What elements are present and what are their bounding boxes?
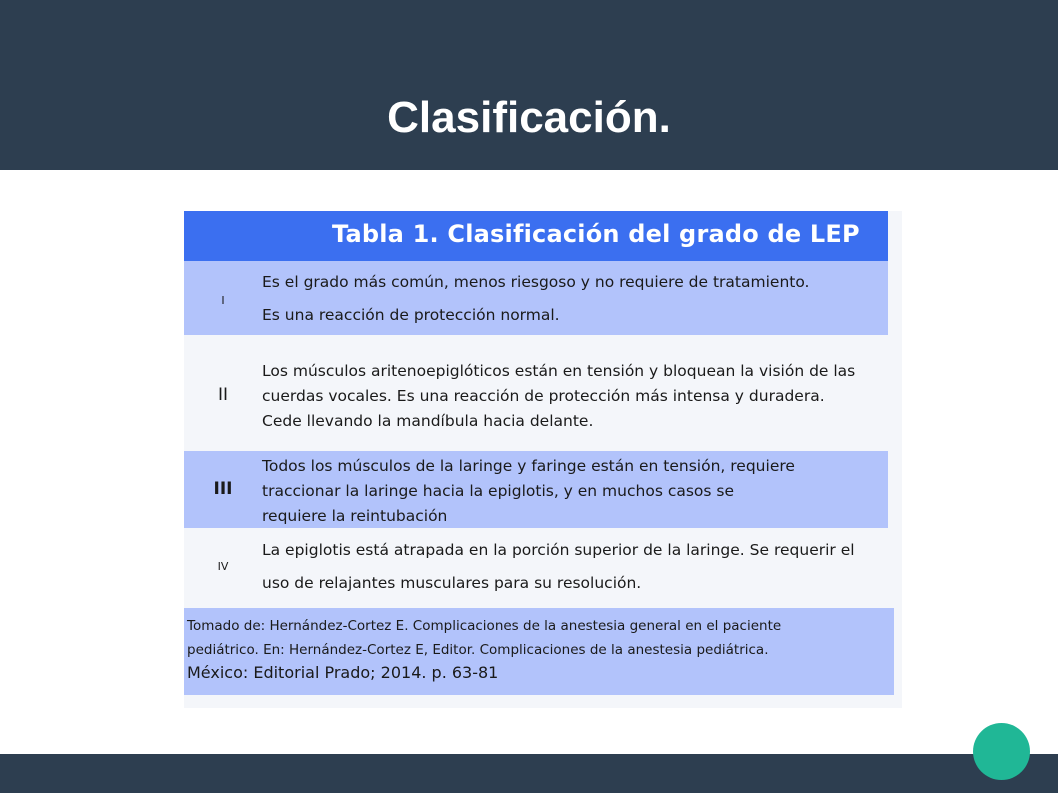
row-text: Cede llevando la mandíbula hacia delante.	[262, 412, 594, 430]
row-text: Los músculos aritenoepiglóticos están en tensión y bloquean la visión de las	[262, 362, 856, 380]
table-row-grade-3	[184, 451, 888, 528]
row-text: traccionar la laringe hacia la epiglotis, y en muchos casos se	[262, 482, 735, 500]
table-row-grade-1	[184, 261, 888, 335]
slide-title: Clasificación.	[387, 93, 671, 142]
row-text: La epiglotis está atrapada en la porción superior de la laringe. Se requerir el	[262, 541, 855, 559]
row-text: cuerdas vocales. Es una reacción de protección más intensa y duradera.	[262, 387, 825, 405]
row-text: uso de relajantes musculares para su resolución.	[262, 574, 642, 592]
row-text: Es el grado más común, menos riesgoso y no requiere de tratamiento.	[262, 273, 810, 291]
row-text: Todos los músculos de la laringe y faringe están en tensión, requiere	[262, 457, 795, 475]
table-row-grade-4	[184, 528, 888, 608]
grade-label: IV	[217, 560, 229, 573]
row-text: requiere la reintubación	[262, 507, 448, 525]
row-text: Es una reacción de protección normal.	[262, 306, 560, 324]
grade-label: III	[213, 479, 233, 499]
header-bar	[0, 0, 1058, 170]
table-title: Tabla 1. Clasificación del grado de LEP	[332, 220, 860, 248]
citation-line: Tomado de: Hernández-Cortez E. Complicaciones de la anestesia general en el paciente	[187, 618, 782, 634]
citation-line: pediátrico. En: Hernández-Cortez E, Editor. Complicaciones de la anestesia pediátrica.	[187, 642, 769, 658]
classification-table-image	[184, 211, 902, 708]
accent-circle	[973, 723, 1030, 780]
citation-line: México: Editorial Prado; 2014. p. 63-81	[187, 663, 499, 682]
grade-label: I	[221, 294, 225, 307]
grade-label: II	[217, 385, 229, 405]
source-citation	[184, 608, 894, 695]
footer-bar	[0, 754, 1058, 793]
table-header	[184, 211, 888, 261]
table-row-grade-2	[184, 341, 888, 451]
